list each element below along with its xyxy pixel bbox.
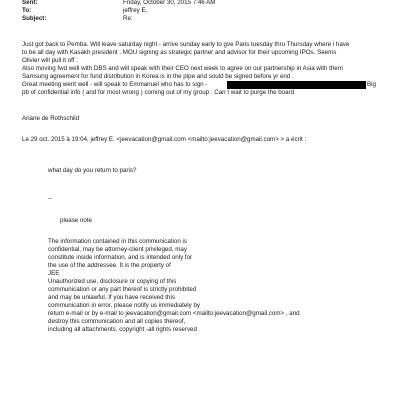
header-subject-row: [22, 15, 133, 23]
header-to-row: [22, 7, 147, 15]
body-line: pb of confidential info ( and for most wrong ) coming out of my group . Can t wait to purge the board: [22, 89, 295, 96]
please-note: please note: [60, 217, 92, 224]
quote-header: Le 29 oct. 2015 à 19:04, jeffrey E. <jeevacation@gmail.com <mailto:jeevacation@gmail.com> > a écrit :: [22, 136, 307, 143]
subject-value: Re:: [123, 15, 133, 22]
disclaimer-line: communication in error, please notify us immediately by: [48, 302, 201, 309]
to-label: To:: [22, 7, 32, 14]
disclaimer-line: constitute inside information, and is intended only for: [48, 254, 193, 261]
disclaimer-line: destroy this communication and all copies thereof,: [48, 318, 186, 325]
to-value: jeffrey E.: [123, 7, 148, 14]
body-line: Just got back to Pemba. Will leave saturday night - arrive sunday early to gve Paris tuesday thru Thursday where i have: [22, 41, 350, 48]
disclaimer-line: return e-mail or by e-mail to jeevacation@gmail.com <mailto:jeevacation@gmail.com> , and: [48, 310, 300, 317]
sent-label: Sent:: [22, 0, 38, 6]
body-line: to be all day with Kasakh president . MOU signing as strategic partner and advisor for their upcoming IPOs. Seems: [22, 49, 337, 56]
disclaimer-line: and may be unlawful. If you have received this: [48, 294, 175, 301]
disclaimer-line: communication or any part thereof is strictly prohibited: [48, 286, 197, 293]
disclaimer-line: JEE: [48, 270, 60, 277]
disclaimer-line: the use of the addressee. It is the property of: [48, 262, 171, 269]
sent-value: Friday, October 30, 2015 7:46 AM: [123, 0, 216, 6]
body-line: Samsung agreement for fund distribution in Korea is in the pipe and sould be signed before yr end .: [22, 73, 294, 80]
signature: Ariane de Rothschild: [22, 115, 80, 122]
body-line: Great meeting went well - will speak to Emmanuel who has to sign -: [22, 81, 208, 88]
quoted-question: what day do you return to paris?: [48, 167, 137, 174]
body-line: Also moving fwd well with DBS and will speak with their CEO next week to agree on our partnership in Asia with them: [22, 65, 343, 72]
body-line-tail: Big: [367, 81, 376, 88]
dashes: --: [48, 195, 53, 202]
disclaimer-line: The information contained in this communication is: [48, 238, 187, 245]
header-sent-row: [22, 0, 215, 7]
disclaimer-line: confidential, may be attorney-client privileged, may: [48, 246, 187, 253]
redaction-bar: [227, 81, 366, 89]
disclaimer-line: including all attachments. copyright -all rights reserved: [48, 326, 197, 333]
body-line: Olivier will pull it off .: [22, 57, 78, 64]
subject-label: Subject:: [22, 15, 47, 22]
disclaimer-line: Unauthorized use, disclosure or copying of this: [48, 278, 177, 285]
